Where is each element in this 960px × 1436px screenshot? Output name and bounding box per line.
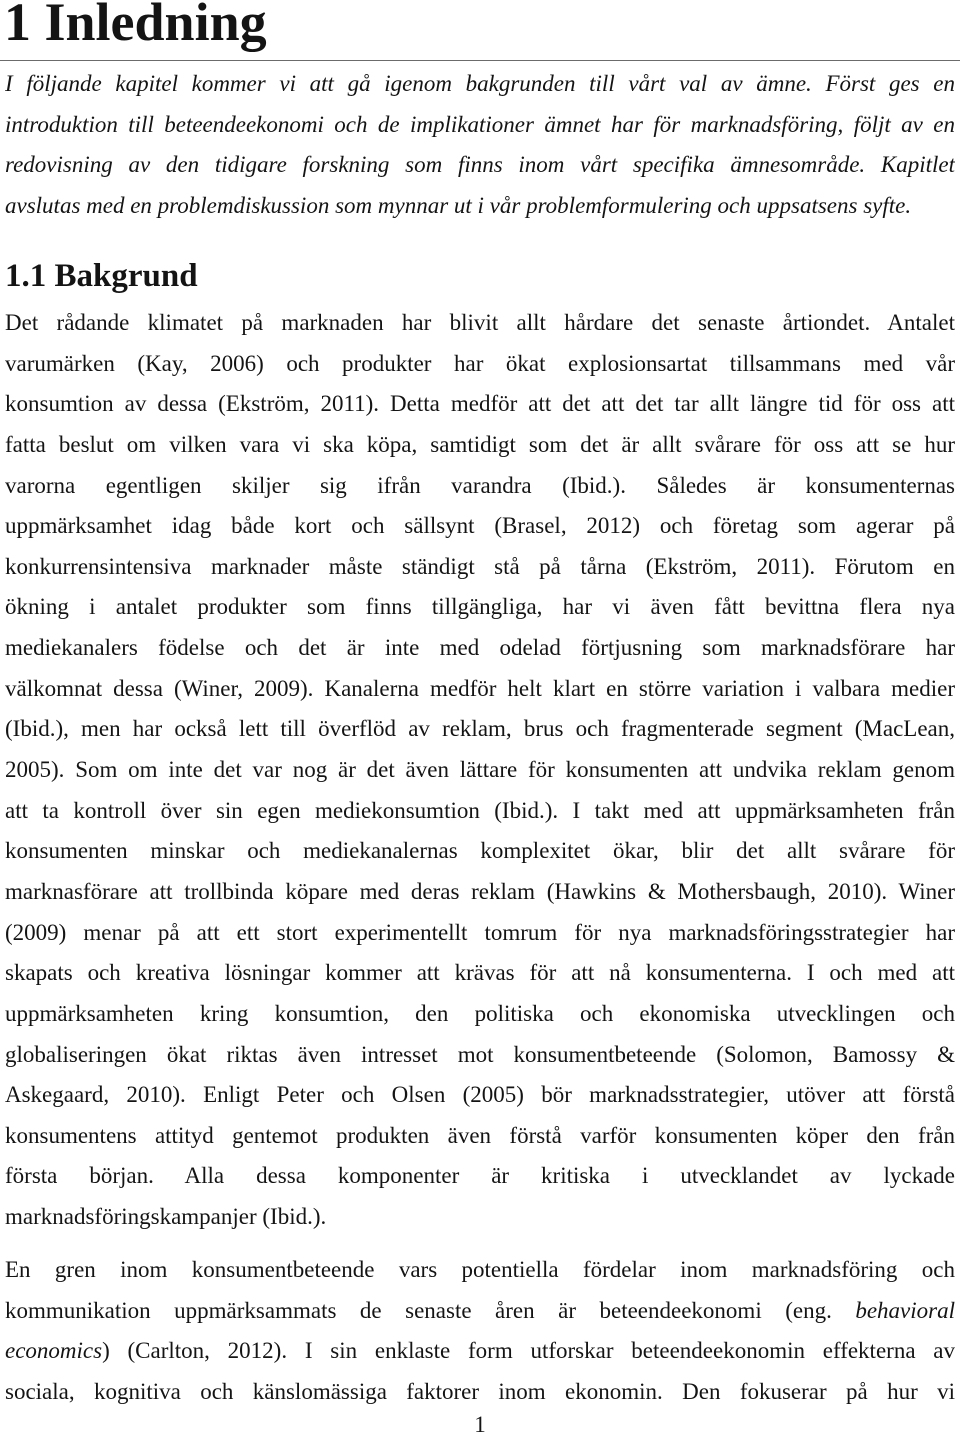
background-paragraph	[5, 303, 955, 1238]
body-line: fatta beslut om vilken vara vi ska köpa, samtidigt som det är allt svårare för oss att se hur	[5, 431, 955, 457]
body-line: konkurrensintensiva marknader måste ständigt stå på tårna (Ekström, 2011). Förutom en	[5, 553, 955, 579]
body-line	[5, 1331, 955, 1372]
body-line: marknadsföringskampanjer (Ibid.).	[5, 1204, 327, 1230]
body-line: uppmärksamheten kring konsumtion, den politiska och ekonomiska utvecklingen och	[5, 1000, 955, 1026]
italic-term: economics	[5, 1338, 103, 1364]
body-line: globaliseringen ökat riktas även intresset mot konsumentbeteende (Solomon, Bamossy &	[5, 1041, 955, 1067]
body-line: Askegaard, 2010). Enligt Peter och Olsen (2005) bör marknadsstrategier, utöver att förstå	[5, 1082, 955, 1108]
intro-paragraph	[5, 64, 955, 227]
body-line: (2009) menar på att ett stort experimentellt tomrum för nya marknadsföringsstrategier har	[5, 919, 955, 945]
page-number: 1	[474, 1412, 486, 1436]
body-line: sociala, kognitiva och känslomässiga faktorer inom ekonomin. Den fokuserar på hur vi	[5, 1378, 955, 1404]
chapter-heading: 1 Inledning	[4, 0, 267, 52]
intro-line: introduktion till beteendeekonomi och de implikationer ämnet har för marknadsföring, följt av en	[5, 111, 955, 137]
intro-line: redovisning av den tidigare forskning som finns inom vårt specifika ämnesområde. Kapitlet	[5, 152, 955, 178]
body-line: första början. Alla dessa komponenter är kritiska i utvecklandet av lyckade	[5, 1163, 955, 1189]
body-line: att ta kontroll över sin egen mediekonsumtion (Ibid.). I takt med att uppmärksamheten från	[5, 797, 955, 823]
body-line: En gren inom konsumentbeteende vars potentiella fördelar inom marknadsföring och	[5, 1257, 955, 1282]
body-text: kommunikation uppmärksammats de senaste åren är beteendeekonomi (eng.	[5, 1297, 856, 1323]
intro-line: avslutas med en problemdiskussion som mynnar ut i vår problemformulering och uppsatsens syfte.	[5, 192, 912, 218]
body-line: konsumentens attityd gentemot produkten även förstå varför konsumenten köper den från	[5, 1122, 955, 1148]
body-line: 2005). Som om inte det var nog är det även lättare för konsumenten att undvika reklam genom	[5, 757, 955, 783]
body-line: ökning i antalet produkter som finns tillgängliga, har vi även fått bevittna flera nya	[5, 594, 955, 620]
body-line: konsumenten minskar och mediekanalernas komplexitet ökar, blir det allt svårare för	[5, 838, 955, 864]
body-text: ) (Carlton, 2012). I sin enklaste form utforskar beteendeekonomin effekterna av	[102, 1338, 955, 1364]
body-line: varumärken (Kay, 2006) och produkter har ökat explosionsartat tillsammans med vår	[5, 350, 955, 376]
body-line: varorna egentligen skiljer sig ifrån varandra (Ibid.). Således är konsumenternas	[5, 472, 955, 498]
section-heading: 1.1 Bakgrund	[5, 258, 198, 294]
heading-rule	[0, 60, 960, 61]
italic-term: behavioral	[855, 1297, 955, 1323]
body-line: konsumtion av dessa (Ekström, 2011). Detta medför att det att det tar allt längre tid för oss att	[5, 391, 955, 417]
body-line: uppmärksamhet idag både kort och sällsynt (Brasel, 2012) och företag som agerar på	[5, 513, 955, 539]
intro-line: I följande kapitel kommer vi att gå igenom bakgrunden till vårt val av ämne. Först ges en	[5, 71, 955, 96]
body-line: välkomnat dessa (Winer, 2009). Kanalerna medför helt klart en större variation i valbara medier	[5, 675, 955, 701]
body-line	[5, 1291, 955, 1332]
body-line: (Ibid.), men har också lett till överflöd av reklam, brus och fragmenterade segment (MacLean,	[5, 716, 955, 742]
body-line: skapats och kreativa lösningar kommer att krävas för att nå konsumenterna. I och med att	[5, 960, 955, 986]
behavioral-economics-paragraph	[5, 1250, 955, 1413]
body-line: marknasförare att trollbinda köpare med deras reklam (Hawkins & Mothersbaugh, 2010). Winer	[5, 878, 955, 904]
body-line: mediekanalers födelse och det är inte med odelad förtjusning som marknadsförare har	[5, 635, 955, 661]
body-line: Det rådande klimatet på marknaden har blivit allt hårdare det senaste årtiondet. Antalet	[5, 310, 955, 335]
